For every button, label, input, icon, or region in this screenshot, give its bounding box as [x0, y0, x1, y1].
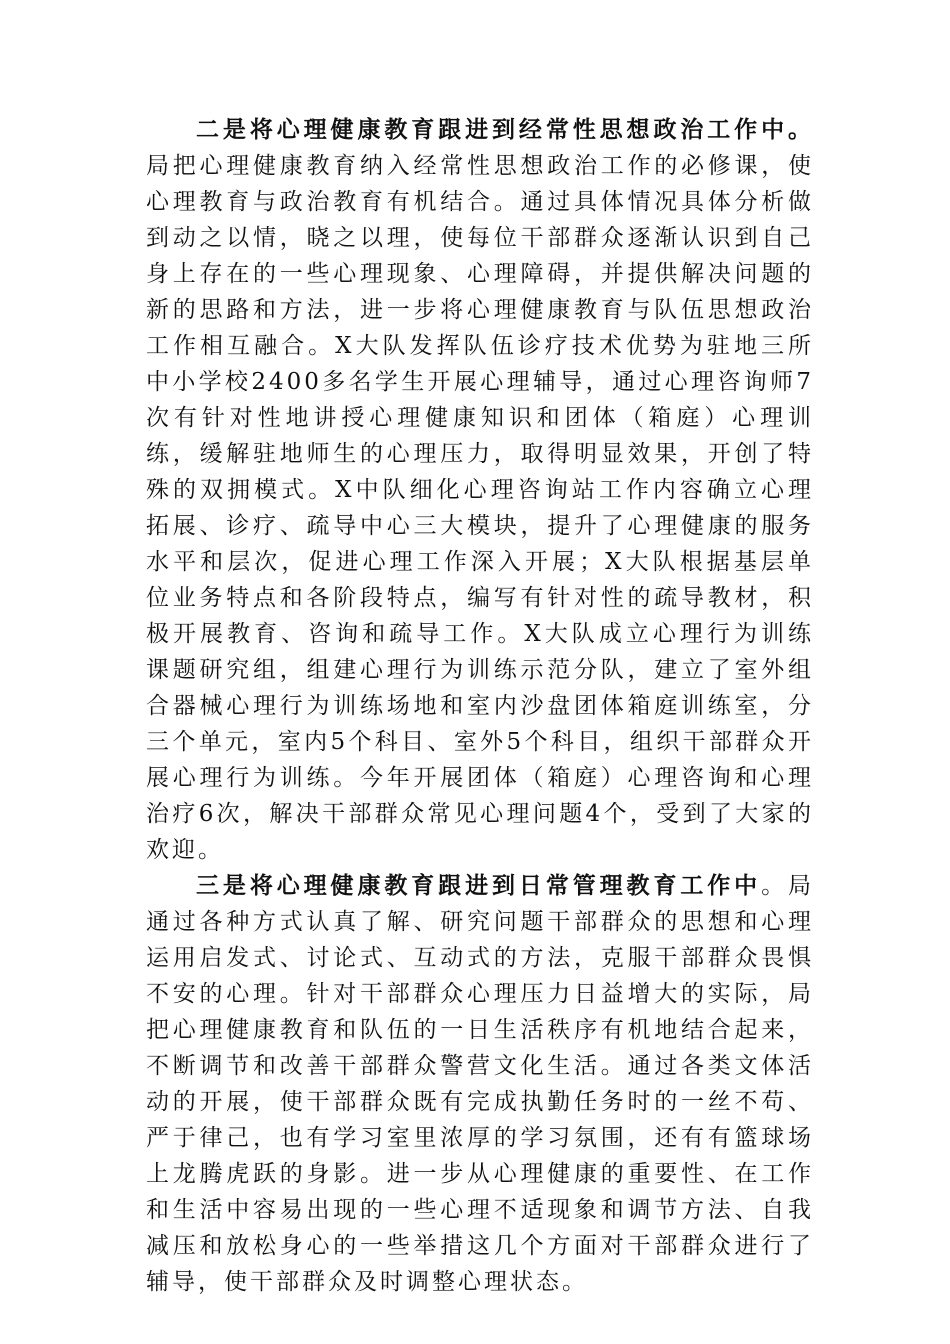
- document-body: [146, 112, 814, 1300]
- paragraph-political-work: [146, 112, 814, 868]
- paragraph-lead-heading: 二是将心理健康教育跟进到经常性思想政治工作中。: [196, 116, 814, 143]
- paragraph-daily-management: [146, 868, 814, 1300]
- paragraph-body-text: 局把心理健康教育纳入经常性思想政治工作的必修课，使心理教育与政治教育有机结合。通过具体情况具体分析做到动之以情，晓之以理，使每位干部群众逐渐认识到自己身上存在的一些心理现象、心理障碍，并提供解决问题的新的思路和方法，进一步将心理健康教育与队伍思想政治工作相互融合。X大队发挥队伍诊疗技术优势为驻地三所中小学校2400多名学生开展心理辅导，通过心理咨询师7次有针对性地讲授心理健康知识和团体（箱庭）心理训练，缓解驻地师生的心理压力，取得明显效果，开创了特殊的双拥模式。X中队细化心理咨询站工作内容确立心理拓展、诊疗、疏导中心三大模块，提升了心理健康的服务水平和层次，促进心理工作深入开展；X大队根据基层单位业务特点和各阶段特点，编写有针对性的疏导教材，积极开展教育、咨询和疏导工作。X大队成立心理行为训练课题研究组，组建心理行为训练示范分队，建立了室外组合器械心理行为训练场地和室内沙盘团体箱庭训练室，分三个单元，室内5个科目、室外5个科目，组织干部群众开展心理行为训练。今年开展团体（箱庭）心理咨询和心理治疗6次，解决干部群众常见心理问题4个，受到了大家的欢迎。: [146, 153, 814, 863]
- paragraph-body-text: 。局通过各种方式认真了解、研究问题干部群众的思想和心理运用启发式、讨论式、互动式的方法，克服干部群众畏惧不安的心理。针对干部群众心理压力日益增大的实际，局把心理健康教育和队伍的一日生活秩序有机地结合起来，不断调节和改善干部群众警营文化生活。通过各类文体活动的开展，使干部群众既有完成执勤任务时的一丝不苟、严于律己，也有学习室里浓厚的学习氛围，还有有篮球场上龙腾虎跃的身影。进一步从心理健康的重要性、在工作和生活中容易出现的一些心理不适现象和调节方法、自我减压和放松身心的一些举措这几个方面对干部群众进行了辅导，使干部群众及时调整心理状态。: [146, 873, 815, 1295]
- paragraph-lead-heading: 三是将心理健康教育跟进到日常管理教育工作中: [196, 872, 762, 899]
